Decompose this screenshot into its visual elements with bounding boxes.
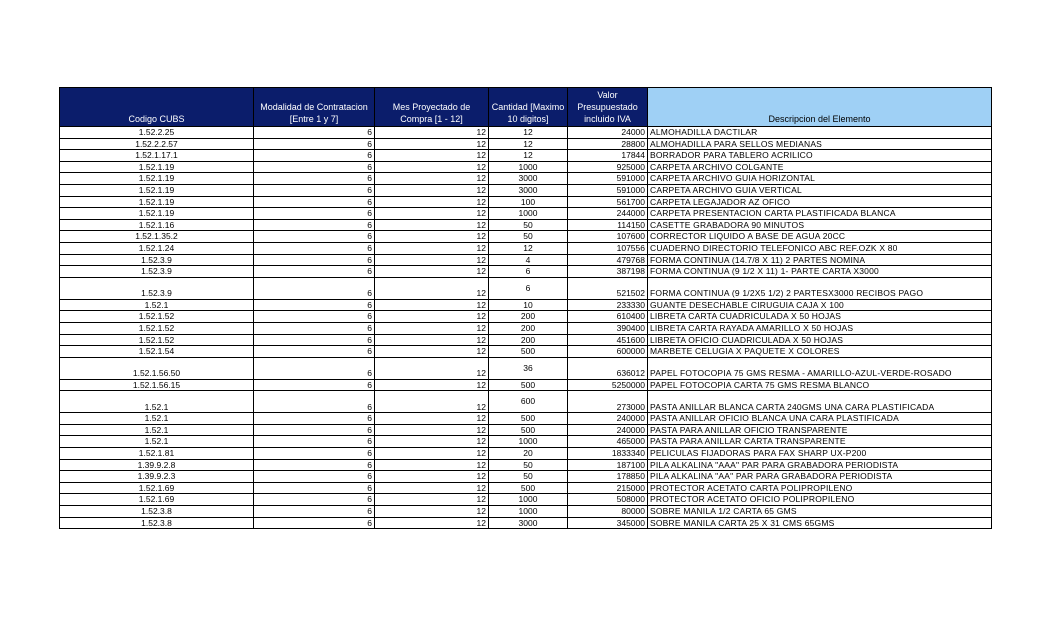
- cell-cantidad[interactable]: 3000: [489, 184, 568, 196]
- cell-valor[interactable]: 233330: [568, 299, 648, 311]
- cell-mes[interactable]: 12: [375, 127, 489, 139]
- cell-valor[interactable]: 240000: [568, 424, 648, 436]
- cell-codigo[interactable]: 1.52.1: [60, 391, 254, 413]
- cell-mes[interactable]: 12: [375, 184, 489, 196]
- table-row: [60, 517, 992, 529]
- cell-mes[interactable]: 12: [375, 161, 489, 173]
- cell-codigo[interactable]: 1.52.1.81: [60, 448, 254, 460]
- cell-modalidad[interactable]: 6: [254, 391, 375, 413]
- cell-cantidad[interactable]: 50: [489, 231, 568, 243]
- cell-modalidad[interactable]: 6: [254, 357, 375, 379]
- cell-descripcion[interactable]: ALMOHADILLA PARA SELLOS MEDIANAS: [648, 138, 992, 150]
- cell-mes[interactable]: 12: [375, 471, 489, 483]
- cell-descripcion[interactable]: PAPEL FOTOCOPIA 75 GMS RESMA - AMARILLO-AZUL-VERDE-ROSADO: [648, 357, 992, 379]
- cell-valor[interactable]: 244000: [568, 208, 648, 220]
- cell-descripcion[interactable]: CARPETA ARCHIVO GUIA VERTICAL: [648, 184, 992, 196]
- cell-modalidad[interactable]: 6: [254, 127, 375, 139]
- cell-modalidad[interactable]: 6: [254, 231, 375, 243]
- cell-valor[interactable]: 521502: [568, 277, 648, 299]
- cell-cantidad[interactable]: 3000: [489, 517, 568, 529]
- cell-mes[interactable]: 12: [375, 322, 489, 334]
- cell-descripcion[interactable]: PILA ALKALINA "AAA" PAR PARA GRABADORA PERIODISTA: [648, 459, 992, 471]
- cell-codigo[interactable]: 1.52.1.19: [60, 184, 254, 196]
- cell-mes[interactable]: 12: [375, 424, 489, 436]
- cell-valor[interactable]: 28800: [568, 138, 648, 150]
- cell-descripcion[interactable]: CARPETA ARCHIVO GUIA HORIZONTAL: [648, 173, 992, 185]
- cell-codigo[interactable]: 1.52.3.9: [60, 266, 254, 278]
- cell-valor[interactable]: 107556: [568, 242, 648, 254]
- cell-cantidad[interactable]: 1000: [489, 506, 568, 518]
- cell-mes[interactable]: 12: [375, 494, 489, 506]
- cell-modalidad[interactable]: 6: [254, 138, 375, 150]
- table-row: [60, 242, 992, 254]
- cell-modalidad[interactable]: 6: [254, 494, 375, 506]
- cell-valor[interactable]: 178850: [568, 471, 648, 483]
- cell-descripcion[interactable]: CUADERNO DIRECTORIO TELEFONICO ABC REF.OZK X 80: [648, 242, 992, 254]
- cell-codigo[interactable]: 1.52.1.17.1: [60, 150, 254, 162]
- cell-codigo[interactable]: 1.52.1: [60, 299, 254, 311]
- cell-valor[interactable]: 80000: [568, 506, 648, 518]
- cell-descripcion[interactable]: PELICULAS FIJADORAS PARA FAX SHARP UX-P200: [648, 448, 992, 460]
- cell-valor[interactable]: 465000: [568, 436, 648, 448]
- cell-codigo[interactable]: 1.52.1.19: [60, 173, 254, 185]
- cell-modalidad[interactable]: 6: [254, 150, 375, 162]
- cell-cantidad[interactable]: 100: [489, 196, 568, 208]
- table-row: [60, 391, 992, 413]
- cell-mes[interactable]: 12: [375, 436, 489, 448]
- cell-codigo[interactable]: 1.52.1.69: [60, 494, 254, 506]
- cell-mes[interactable]: 12: [375, 254, 489, 266]
- cell-descripcion[interactable]: FORMA CONTINUA (14.7/8 X 11) 2 PARTES NOMINA: [648, 254, 992, 266]
- cell-valor[interactable]: 636012: [568, 357, 648, 379]
- cell-mes[interactable]: 12: [375, 208, 489, 220]
- table-row: [60, 379, 992, 391]
- cell-cantidad[interactable]: 500: [489, 379, 568, 391]
- cell-mes[interactable]: 12: [375, 334, 489, 346]
- cell-modalidad[interactable]: 6: [254, 459, 375, 471]
- cell-cantidad[interactable]: 50: [489, 471, 568, 483]
- cell-modalidad[interactable]: 6: [254, 482, 375, 494]
- table-row: [60, 266, 992, 278]
- cell-mes[interactable]: 12: [375, 196, 489, 208]
- header-descripcion[interactable]: Descripcion del Elemento: [648, 88, 992, 127]
- cell-descripcion[interactable]: BORRADOR PARA TABLERO ACRILICO: [648, 150, 992, 162]
- cell-valor[interactable]: 273000: [568, 391, 648, 413]
- cell-codigo[interactable]: 1.52.1.52: [60, 334, 254, 346]
- cell-mes[interactable]: 12: [375, 459, 489, 471]
- cell-descripcion[interactable]: PROTECTOR ACETATO OFICIO POLIPROPILENO: [648, 494, 992, 506]
- cell-modalidad[interactable]: 6: [254, 506, 375, 518]
- table-row: [60, 482, 992, 494]
- table-row: [60, 161, 992, 173]
- cell-modalidad[interactable]: 6: [254, 254, 375, 266]
- table-row: [60, 277, 992, 299]
- cell-mes[interactable]: 12: [375, 482, 489, 494]
- cell-cantidad[interactable]: 50: [489, 459, 568, 471]
- cell-codigo[interactable]: 1.52.1.56.50: [60, 357, 254, 379]
- cell-mes[interactable]: 12: [375, 346, 489, 358]
- cell-mes[interactable]: 12: [375, 357, 489, 379]
- header-row: [60, 88, 992, 127]
- cell-cantidad[interactable]: 600: [489, 391, 568, 413]
- cell-modalidad[interactable]: 6: [254, 379, 375, 391]
- cell-codigo[interactable]: 1.52.1.54: [60, 346, 254, 358]
- cell-codigo[interactable]: 1.52.3.8: [60, 517, 254, 529]
- cell-codigo[interactable]: 1.52.1.19: [60, 196, 254, 208]
- cell-cantidad[interactable]: 1000: [489, 436, 568, 448]
- table-row: [60, 322, 992, 334]
- cell-descripcion[interactable]: MARBETE CELUGIA X PAQUETE X COLORES: [648, 346, 992, 358]
- table-row: [60, 459, 992, 471]
- cell-codigo[interactable]: 1.52.1.52: [60, 311, 254, 323]
- cell-valor[interactable]: 387198: [568, 266, 648, 278]
- cell-mes[interactable]: 12: [375, 219, 489, 231]
- cell-descripcion[interactable]: PASTA ANILLAR BLANCA CARTA 240GMS UNA CARA PLASTIFICADA: [648, 391, 992, 413]
- cell-cantidad[interactable]: 1000: [489, 208, 568, 220]
- cell-descripcion[interactable]: LIBRETA CARTA CUADRICULADA X 50 HOJAS: [648, 311, 992, 323]
- cell-cantidad[interactable]: 36: [489, 357, 568, 379]
- cell-valor[interactable]: 390400: [568, 322, 648, 334]
- cell-cantidad[interactable]: 12: [489, 138, 568, 150]
- cell-modalidad[interactable]: 6: [254, 219, 375, 231]
- cell-mes[interactable]: 12: [375, 391, 489, 413]
- cell-valor[interactable]: 107600: [568, 231, 648, 243]
- cell-modalidad[interactable]: 6: [254, 334, 375, 346]
- cell-descripcion[interactable]: PASTA PARA ANILLAR OFICIO TRANSPARENTE: [648, 424, 992, 436]
- cell-modalidad[interactable]: 6: [254, 346, 375, 358]
- cell-valor[interactable]: 561700: [568, 196, 648, 208]
- cell-mes[interactable]: 12: [375, 517, 489, 529]
- cell-descripcion[interactable]: ALMOHADILLA DACTILAR: [648, 127, 992, 139]
- table-row: [60, 254, 992, 266]
- cell-codigo[interactable]: 1.52.1.16: [60, 219, 254, 231]
- cell-valor[interactable]: 5250000: [568, 379, 648, 391]
- header-mes-proyectado[interactable]: Mes Proyectado de Compra [1 - 12]: [375, 88, 489, 127]
- cell-modalidad[interactable]: 6: [254, 266, 375, 278]
- cell-modalidad[interactable]: 6: [254, 448, 375, 460]
- cell-codigo[interactable]: 1.52.1.52: [60, 322, 254, 334]
- cell-modalidad[interactable]: 6: [254, 436, 375, 448]
- cell-mes[interactable]: 12: [375, 379, 489, 391]
- cell-valor[interactable]: 114150: [568, 219, 648, 231]
- cell-mes[interactable]: 12: [375, 277, 489, 299]
- table-row: [60, 150, 992, 162]
- cell-descripcion[interactable]: CASETTE GRABADORA 90 MINUTOS: [648, 219, 992, 231]
- cell-mes[interactable]: 12: [375, 448, 489, 460]
- cell-valor[interactable]: 479768: [568, 254, 648, 266]
- cell-valor[interactable]: 24000: [568, 127, 648, 139]
- table-row: [60, 471, 992, 483]
- table-row: [60, 184, 992, 196]
- cell-valor[interactable]: 610400: [568, 311, 648, 323]
- cell-descripcion[interactable]: CARPETA PRESENTACION CARTA PLASTIFICADA BLANCA: [648, 208, 992, 220]
- cell-cantidad[interactable]: 200: [489, 311, 568, 323]
- cell-descripcion[interactable]: PASTA ANILLAR OFICIO BLANCA UNA CARA PLASTIFICADA: [648, 413, 992, 425]
- cell-mes[interactable]: 12: [375, 173, 489, 185]
- header-valor[interactable]: Valor Presupuestado incluido IVA: [568, 88, 648, 127]
- cell-cantidad[interactable]: 200: [489, 334, 568, 346]
- table-body: [60, 127, 992, 529]
- table-row: [60, 311, 992, 323]
- cell-codigo[interactable]: 1.52.2.2.57: [60, 138, 254, 150]
- cell-codigo[interactable]: 1.52.2.25: [60, 127, 254, 139]
- cell-descripcion[interactable]: FORMA CONTINUA (9 1/2 X 11) 1- PARTE CARTA X3000: [648, 266, 992, 278]
- cell-valor[interactable]: 187100: [568, 459, 648, 471]
- cell-codigo[interactable]: 1.52.1: [60, 413, 254, 425]
- cell-valor[interactable]: 345000: [568, 517, 648, 529]
- cell-modalidad[interactable]: 6: [254, 208, 375, 220]
- cell-modalidad[interactable]: 6: [254, 277, 375, 299]
- cell-descripcion[interactable]: CARPETA ARCHIVO COLGANTE: [648, 161, 992, 173]
- cell-cantidad[interactable]: 6: [489, 266, 568, 278]
- cell-cantidad[interactable]: 12: [489, 150, 568, 162]
- cell-modalidad[interactable]: 6: [254, 161, 375, 173]
- cell-descripcion[interactable]: FORMA CONTINUA (9 1/2X5 1/2) 2 PARTESX3000 RECIBOS PAGO: [648, 277, 992, 299]
- cell-cantidad[interactable]: 500: [489, 424, 568, 436]
- cell-valor[interactable]: 240000: [568, 413, 648, 425]
- table-row: [60, 196, 992, 208]
- cell-modalidad[interactable]: 6: [254, 424, 375, 436]
- cell-codigo[interactable]: 1.52.1: [60, 424, 254, 436]
- cell-valor[interactable]: 925000: [568, 161, 648, 173]
- cell-valor[interactable]: 508000: [568, 494, 648, 506]
- cell-descripcion[interactable]: LIBRETA OFICIO CUADRICULADA X 50 HOJAS: [648, 334, 992, 346]
- cell-cantidad[interactable]: 12: [489, 127, 568, 139]
- table-row: [60, 127, 992, 139]
- cell-codigo[interactable]: 1.52.3.9: [60, 254, 254, 266]
- cell-modalidad[interactable]: 6: [254, 471, 375, 483]
- cell-codigo[interactable]: 1.52.1: [60, 436, 254, 448]
- table-row: [60, 413, 992, 425]
- cell-valor[interactable]: 451600: [568, 334, 648, 346]
- cell-codigo[interactable]: 1.52.1.56.15: [60, 379, 254, 391]
- cell-cantidad[interactable]: 50: [489, 219, 568, 231]
- cell-cantidad[interactable]: 500: [489, 413, 568, 425]
- cell-descripcion[interactable]: PILA ALKALINA "AA" PAR PARA GRABADORA PERIODISTA: [648, 471, 992, 483]
- cell-mes[interactable]: 12: [375, 299, 489, 311]
- cell-modalidad[interactable]: 6: [254, 517, 375, 529]
- header-codigo-cubs[interactable]: Codigo CUBS: [60, 88, 254, 127]
- cell-mes[interactable]: 12: [375, 413, 489, 425]
- cell-modalidad[interactable]: 6: [254, 184, 375, 196]
- table-row: [60, 299, 992, 311]
- cell-valor[interactable]: 215000: [568, 482, 648, 494]
- cell-codigo[interactable]: 1.52.3.9: [60, 277, 254, 299]
- cell-codigo[interactable]: 1.52.3.8: [60, 506, 254, 518]
- cell-cantidad[interactable]: 1000: [489, 161, 568, 173]
- cell-modalidad[interactable]: 6: [254, 196, 375, 208]
- table-row: [60, 506, 992, 518]
- procurement-table: [59, 87, 992, 529]
- cell-codigo[interactable]: 1.52.1.24: [60, 242, 254, 254]
- cell-codigo[interactable]: 1.39.9.2.8: [60, 459, 254, 471]
- table-row: [60, 424, 992, 436]
- cell-cantidad[interactable]: 200: [489, 322, 568, 334]
- cell-cantidad[interactable]: 3000: [489, 173, 568, 185]
- cell-codigo[interactable]: 1.52.1.19: [60, 161, 254, 173]
- cell-valor[interactable]: 17844: [568, 150, 648, 162]
- cell-mes[interactable]: 12: [375, 311, 489, 323]
- table-row: [60, 448, 992, 460]
- header-cantidad[interactable]: Cantidad [Maximo 10 digitos]: [489, 88, 568, 127]
- cell-modalidad[interactable]: 6: [254, 311, 375, 323]
- cell-modalidad[interactable]: 6: [254, 242, 375, 254]
- cell-codigo[interactable]: 1.52.1.69: [60, 482, 254, 494]
- cell-mes[interactable]: 12: [375, 138, 489, 150]
- cell-cantidad[interactable]: 500: [489, 346, 568, 358]
- cell-modalidad[interactable]: 6: [254, 413, 375, 425]
- cell-codigo[interactable]: 1.39.9.2.3: [60, 471, 254, 483]
- cell-cantidad[interactable]: 20: [489, 448, 568, 460]
- cell-cantidad[interactable]: 1000: [489, 494, 568, 506]
- header-modalidad[interactable]: Modalidad de Contratacion [Entre 1 y 7]: [254, 88, 375, 127]
- table-row: [60, 208, 992, 220]
- table-row: [60, 334, 992, 346]
- cell-valor[interactable]: 591000: [568, 184, 648, 196]
- cell-descripcion[interactable]: SOBRE MANILA 1/2 CARTA 65 GMS: [648, 506, 992, 518]
- table-row: [60, 138, 992, 150]
- cell-descripcion[interactable]: GUANTE DESECHABLE CIRUGUIA CAJA X 100: [648, 299, 992, 311]
- cell-descripcion[interactable]: CORRECTOR LIQUIDO A BASE DE AGUA 20CC: [648, 231, 992, 243]
- table-row: [60, 357, 992, 379]
- table-row: [60, 494, 992, 506]
- cell-descripcion[interactable]: CARPETA LEGAJADOR AZ OFICO: [648, 196, 992, 208]
- cell-modalidad[interactable]: 6: [254, 173, 375, 185]
- cell-codigo[interactable]: 1.52.1.35.2: [60, 231, 254, 243]
- table-row: [60, 346, 992, 358]
- table-row: [60, 231, 992, 243]
- cell-descripcion[interactable]: LIBRETA CARTA RAYADA AMARILLO X 50 HOJAS: [648, 322, 992, 334]
- cell-valor[interactable]: 600000: [568, 346, 648, 358]
- cell-valor[interactable]: 1833340: [568, 448, 648, 460]
- cell-descripcion[interactable]: PASTA PARA ANILLAR CARTA TRANSPARENTE: [648, 436, 992, 448]
- cell-descripcion[interactable]: PROTECTOR ACETATO CARTA POLIPROPILENO: [648, 482, 992, 494]
- cell-descripcion[interactable]: PAPEL FOTOCOPIA CARTA 75 GMS RESMA BLANCO: [648, 379, 992, 391]
- cell-valor[interactable]: 591000: [568, 173, 648, 185]
- cell-cantidad[interactable]: 6: [489, 277, 568, 299]
- cell-descripcion[interactable]: SOBRE MANILA CARTA 25 X 31 CMS 65GMS: [648, 517, 992, 529]
- cell-codigo[interactable]: 1.52.1.19: [60, 208, 254, 220]
- cell-modalidad[interactable]: 6: [254, 322, 375, 334]
- cell-mes[interactable]: 12: [375, 266, 489, 278]
- table-row: [60, 436, 992, 448]
- cell-cantidad[interactable]: 500: [489, 482, 568, 494]
- cell-mes[interactable]: 12: [375, 150, 489, 162]
- table-row: [60, 173, 992, 185]
- table-row: [60, 219, 992, 231]
- cell-mes[interactable]: 12: [375, 242, 489, 254]
- cell-modalidad[interactable]: 6: [254, 299, 375, 311]
- cell-mes[interactable]: 12: [375, 231, 489, 243]
- cell-cantidad[interactable]: 12: [489, 242, 568, 254]
- cell-cantidad[interactable]: 4: [489, 254, 568, 266]
- cell-mes[interactable]: 12: [375, 506, 489, 518]
- cell-cantidad[interactable]: 10: [489, 299, 568, 311]
